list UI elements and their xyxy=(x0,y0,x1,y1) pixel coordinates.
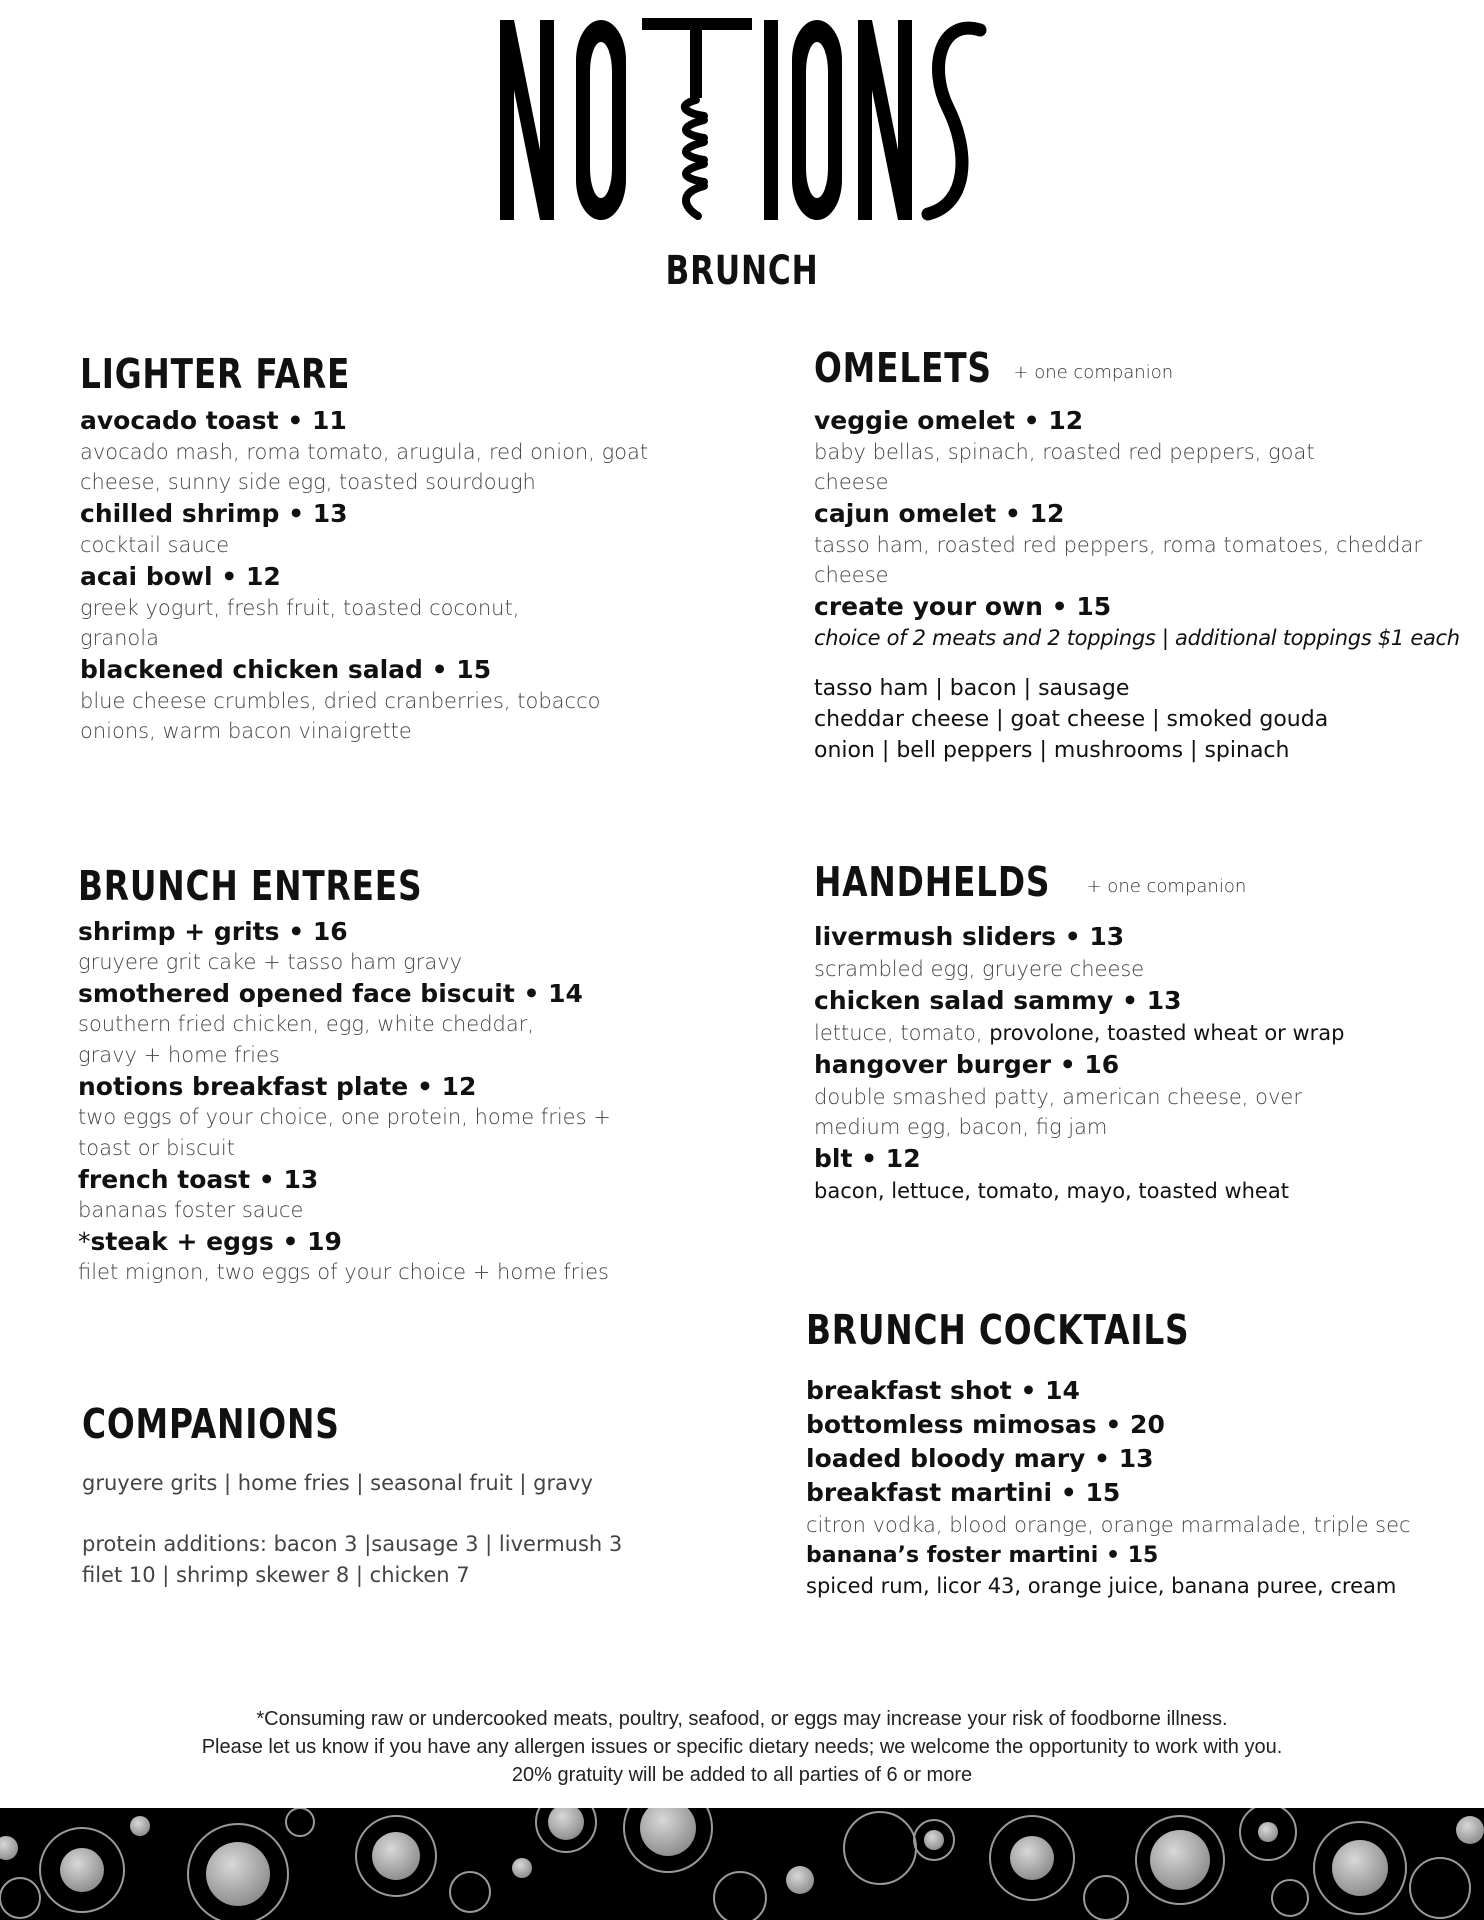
cocktail-name: breakfast shot • 14 xyxy=(806,1376,1080,1405)
choice-note: choice of 2 meats and 2 toppings | additional toppings $1 each xyxy=(814,626,1460,650)
menu-item-description: tasso ham, roasted red peppers, roma tomatoes, cheddar xyxy=(814,533,1422,557)
companions-section xyxy=(82,1400,702,1591)
menu-item-name: avocado toast • 11 xyxy=(80,406,347,435)
menu-item-name: blackened chicken salad • 15 xyxy=(80,655,492,684)
notions-wordmark-logo xyxy=(492,8,992,234)
omelet-options-cheeses: cheddar cheese | goat cheese | smoked gouda xyxy=(814,707,1329,732)
menu-item-name: blt • 12 xyxy=(814,1144,921,1173)
cocktail-name: loaded bloody mary • 13 xyxy=(806,1444,1154,1473)
companion-sides: gruyere grits | home fries | seasonal fruit | gravy xyxy=(82,1471,593,1495)
brunch-cocktails-section xyxy=(806,1306,1476,1601)
menu-item-description: toast or biscuit xyxy=(78,1136,235,1160)
section-title: OMELETS xyxy=(814,344,992,392)
protein-additions-line: filet 10 | shrimp skewer 8 | chicken 7 xyxy=(82,1563,470,1587)
disclaimer-line: *Consuming raw or undercooked meats, poultry, seafood, or eggs may increase your risk of foodborne illness. xyxy=(256,1708,1228,1730)
section-title: HANDHELDS xyxy=(814,858,1051,906)
omelet-options-meats: tasso ham | bacon | sausage xyxy=(814,676,1130,701)
menu-item-description: cocktail sauce xyxy=(80,533,230,557)
protein-additions-line: protein additions: bacon 3 |sausage 3 | livermush 3 xyxy=(82,1532,623,1556)
cocktail-name: bottomless mimosas • 20 xyxy=(806,1410,1165,1439)
menu-item-description: blue cheese crumbles, dried cranberries, tobacco xyxy=(80,689,601,713)
menu-item-description: southern fried chicken, egg, white cheddar, xyxy=(78,1012,535,1036)
menu-item-description: onions, warm bacon vinaigrette xyxy=(80,719,412,743)
bubble-pattern xyxy=(0,1808,1484,1920)
menu-item-description: bananas foster sauce xyxy=(78,1198,304,1222)
bubble-banner xyxy=(0,1808,1484,1920)
restaurant-logo xyxy=(0,8,1484,234)
section-note: + one companion xyxy=(1086,876,1247,897)
menu-item-description: gruyere grit cake + tasso ham gravy xyxy=(78,950,463,974)
lighter-fare-section xyxy=(80,350,680,746)
filled-bubbles xyxy=(0,1808,1484,1906)
menu-item-description: scrambled egg, gruyere cheese xyxy=(814,957,1145,981)
menu-item-name: chicken salad sammy • 13 xyxy=(814,986,1182,1015)
menu-item-name: smothered opened face biscuit • 14 xyxy=(78,979,583,1008)
menu-item-description xyxy=(814,1018,1474,1048)
menu-item-name: create your own • 15 xyxy=(814,592,1112,621)
menu-item-name: cajun omelet • 12 xyxy=(814,499,1065,528)
description-light: lettuce, tomato, xyxy=(814,1021,990,1045)
section-title: COMPANIONS xyxy=(82,1400,340,1448)
menu-item-description: greek yogurt, fresh fruit, toasted coconut, xyxy=(80,596,520,620)
menu-item-description: cheese xyxy=(814,563,889,587)
menu-item-name: hangover burger • 16 xyxy=(814,1050,1120,1079)
section-note: + one companion xyxy=(1013,362,1174,383)
menu-item-name xyxy=(78,1226,698,1257)
section-title: LIGHTER FARE xyxy=(80,350,351,398)
menu-item-name: livermush sliders • 13 xyxy=(814,922,1125,951)
menu-item-name-text: steak + eggs • 19 xyxy=(90,1227,342,1256)
handhelds-section xyxy=(814,858,1474,1206)
menu-item-name: french toast • 13 xyxy=(78,1165,319,1194)
menu-item-name: acai bowl • 12 xyxy=(80,562,281,591)
menu-subtitle: BRUNCH xyxy=(665,248,819,294)
cocktail-name: breakfast martini • 15 xyxy=(806,1478,1121,1507)
description-dark: provolone, toasted wheat or wrap xyxy=(989,1021,1345,1045)
menu-item-description: cheese, sunny side egg, toasted sourdough xyxy=(80,470,536,494)
brunch-entrees-section xyxy=(78,862,698,1288)
omelets-section xyxy=(814,344,1474,766)
menu-item-description: avocado mash, roma tomato, arugula, red onion, goat xyxy=(80,440,649,464)
menu-item-name: chilled shrimp • 13 xyxy=(80,499,348,528)
disclaimer-line: Please let us know if you have any allergen issues or specific dietary needs; we welcome the opportunity to work with you. xyxy=(201,1736,1283,1758)
menu-item-description: granola xyxy=(80,626,159,650)
menu-item-name: veggie omelet • 12 xyxy=(814,406,1084,435)
menu-item-description: baby bellas, spinach, roasted red peppers, goat xyxy=(814,440,1315,464)
omelet-options-veggies: onion | bell peppers | mushrooms | spinach xyxy=(814,738,1290,763)
cocktail-name: banana’s foster martini • 15 xyxy=(806,1543,1159,1568)
cocktail-description: spiced rum, licor 43, orange juice, banana puree, cream xyxy=(806,1574,1397,1598)
menu-item-name: shrimp + grits • 16 xyxy=(78,917,348,946)
disclaimer-line: 20% gratuity will be added to all parties of 6 or more xyxy=(511,1764,973,1786)
cocktail-description: citron vodka, blood orange, orange marmalade, triple sec xyxy=(806,1513,1411,1537)
menu-item-description: gravy + home fries xyxy=(78,1043,280,1067)
footer-disclaimer xyxy=(0,1705,1484,1789)
section-title: BRUNCH ENTREES xyxy=(78,862,423,910)
menu-item-description: medium egg, bacon, fig jam xyxy=(814,1115,1108,1139)
menu-item-description: double smashed patty, american cheese, over xyxy=(814,1085,1302,1109)
raw-item-asterisk: * xyxy=(78,1227,91,1256)
menu-item-description: bacon, lettuce, tomato, mayo, toasted wheat xyxy=(814,1179,1289,1203)
section-title: BRUNCH COCKTAILS xyxy=(806,1306,1190,1354)
menu-item-description: cheese xyxy=(814,470,889,494)
menu-item-description: two eggs of your choice, one protein, home fries + xyxy=(78,1105,611,1129)
menu-item-description: filet mignon, two eggs of your choice + home fries xyxy=(78,1260,609,1284)
menu-item-name: notions breakfast plate • 12 xyxy=(78,1072,477,1101)
